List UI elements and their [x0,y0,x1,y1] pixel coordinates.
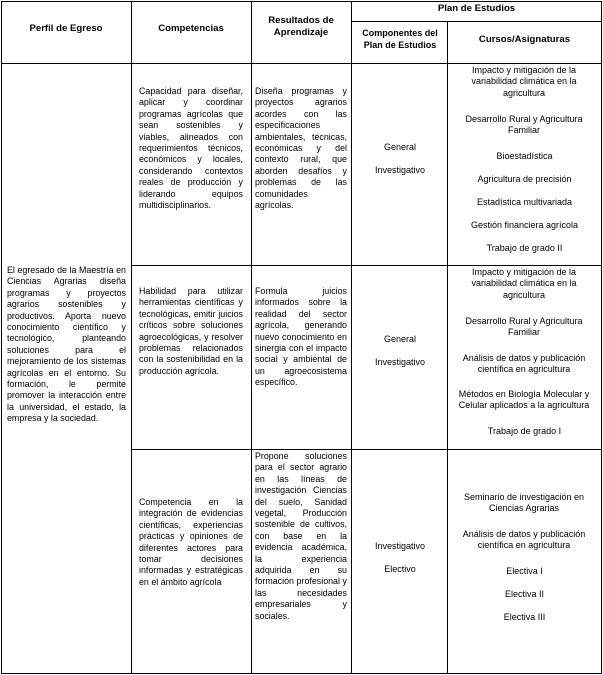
perfil-egreso-text: El egresado de la Maestría en Ciencias Agrarias diseña programas y proyectos agrarios sostenibles y productivos. Aporta nuevo conocimiento científico y tecnológico, planteando soluciones para el mejoramiento de los sistemas agrícolas en el entorno. Su formación, le permite promover la interacción entre la universidad, el estado, la empresa y la sociedad. [7,265,126,424]
curso-item: Gestión financiera agrícola [470,220,579,230]
curso-item: Desarrollo Rural y Agricultura Familiar [465,316,583,338]
curso-item: Desarrollo Rural y Agricultura Familiar [465,114,583,136]
column-divider-3 [351,1,352,674]
row-divider-2 [131,449,602,450]
header-perfil: Perfil de Egreso [29,23,103,34]
curso-item: Agricultura de precisión [477,174,572,184]
curso-item: Métodos en Biología Molecular y Celular aplicados a la agricultura [458,389,590,411]
curso-item: Electiva III [503,612,546,622]
componente-3-b: Electivo [384,564,416,574]
curso-item: Análisis de datos y publicación científica en agricultura [462,529,586,551]
header-divider [1,63,602,64]
componente-2-a: General [383,334,417,344]
curso-item: Electiva I [506,566,543,576]
curso-item: Estadística multivariada [476,197,573,207]
plan-header-divider [351,21,602,22]
curso-item: Análisis de datos y publicación científica en agricultura [462,353,586,375]
componente-2-b: Investigativo [374,357,426,367]
header-componentes: Componentes del Plan de Estudios [362,28,438,50]
study-plan-table [1,1,602,674]
column-divider-4 [447,21,448,674]
curso-item: Impacto y mitigación de la variabilidad climática en la agricultura [471,65,577,98]
header-resultados: Resultados de Aprendizaje [268,15,334,38]
resultado-2: Formula juicios informados sobre la realidad del sector agrícola, generando nuevo conocimiento en sinergia con el impacto social y ambiental de un agroecosistema específico. [255,286,347,388]
curso-item: Trabajo de grado I [487,426,562,436]
table-border-bottom [1,673,602,674]
curso-item: Impacto y mitigación de la variabilidad climática en la agricultura [471,267,577,300]
curso-item: Seminario de investigación en Ciencias Agrarias [463,492,585,514]
componente-1-b: Investigativo [374,165,426,175]
column-divider-2 [251,1,252,674]
competencia-2: Habilidad para utilizar herramientas científicas y tecnológicas, emitir juicios críticos sobre soluciones agroecológicas, y resolver problemas relacionados con la sostenibilidad en la producción agrícola. [139,286,243,376]
competencia-3: Competencia en la integración de evidencias científicas, experiencias prácticas y opiniones de diferentes actores para tomar decisiones informadas y estratégicas en el ámbito agrícola [139,497,243,587]
curso-item: Electiva II [504,589,544,599]
header-cursos: Cursos/Asignaturas [478,34,571,45]
row-divider-1 [131,265,602,266]
header-plan: Plan de Estudios [437,3,516,14]
column-divider-1 [131,1,132,674]
competencia-1: Capacidad para diseñar, aplicar y coordinar programas agrícolas que sean sostenibles y viables, alineados con requerimientos técnicos, económicos y locales, considerando contextos reales de producción y liderando equipos multidisciplinarios. [139,86,243,211]
resultado-3: Propone soluciones para el sector agrario en las líneas de investigación Ciencias del suelo, Sanidad vegetal, Producción sostenible de cultivos, con base en la evidencia académica, la experiencia adquirida en su formación profesional y las necesidades empresariales y sociales. [255,451,347,621]
curso-item: Bioestadística [496,151,553,161]
resultado-1: Diseña programas y proyectos agrarios acordes con las especificaciones ambientales, técnicas, económicas y del contexto rural, que aborden desafíos y problemas de las comunidades agrícolas. [255,86,347,211]
header-competencias: Competencias [158,23,224,34]
componente-1-a: General [383,142,417,152]
table-border-right [601,1,602,674]
table-border-top [1,1,602,2]
componente-3-a: Investigativo [374,541,426,551]
table-border-left [1,1,2,674]
curso-item: Trabajo de grado II [486,243,563,253]
